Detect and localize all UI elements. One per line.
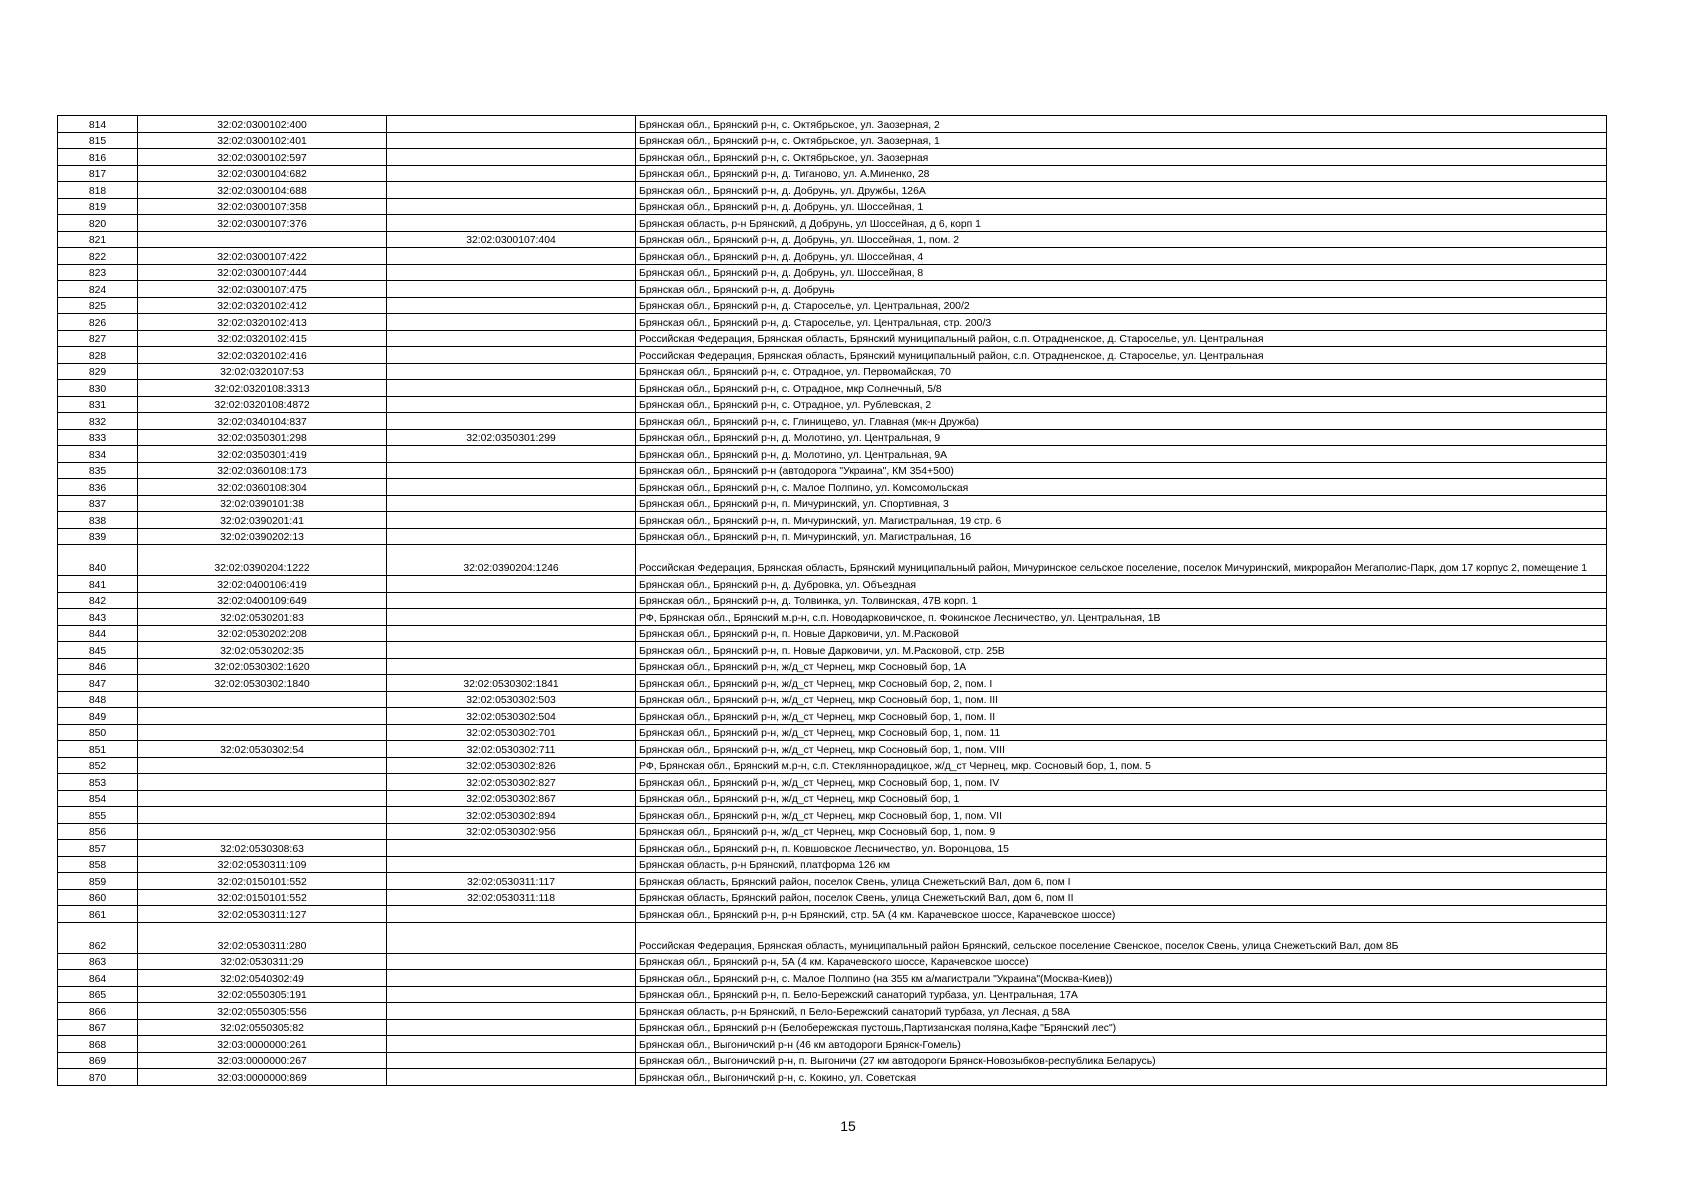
row-number-cell: 823 (58, 264, 138, 281)
table-row (58, 1069, 1607, 1086)
address-cell: Брянская обл., Брянский р-н, с. Отрадное, мкр Солнечный, 5/8 (636, 380, 1607, 397)
object-number-cell: 32:02:0530302:867 (387, 790, 636, 807)
object-number-cell (387, 198, 636, 215)
address-cell: Брянская обл., Брянский р-н, п. Мичуринский, ул. Спортивная, 3 (636, 495, 1607, 512)
object-number-cell (387, 1052, 636, 1069)
table-row (58, 741, 1607, 758)
table-row (58, 215, 1607, 232)
address-cell: Брянская обл., Брянский р-н, с. Глинищево, ул. Главная (мк-н Дружба) (636, 413, 1607, 430)
object-number-cell (387, 528, 636, 545)
cadastral-number-cell: 32:02:0390201:41 (138, 512, 387, 529)
table-row (58, 231, 1607, 248)
cadastral-number-cell: 32:02:0150101:552 (138, 873, 387, 890)
object-number-cell (387, 413, 636, 430)
cadastral-number-cell: 32:02:0320108:4872 (138, 396, 387, 413)
table-row (58, 970, 1607, 987)
row-number-cell: 829 (58, 363, 138, 380)
table-row (58, 512, 1607, 529)
table-row (58, 545, 1607, 576)
row-number-cell: 818 (58, 182, 138, 199)
cadastral-number-cell: 32:02:0400109:649 (138, 592, 387, 609)
cadastral-number-cell: 32:02:0360108:173 (138, 462, 387, 479)
table-row (58, 807, 1607, 824)
address-cell: Брянская обл., Брянский р-н, п. Ковшовское Лесничество, ул. Воронцова, 15 (636, 840, 1607, 857)
address-cell: Брянская обл., Брянский р-н, п. Бело-Бережский санаторий турбаза, ул. Центральная, 17А (636, 986, 1607, 1003)
table-row (58, 347, 1607, 364)
object-number-cell (387, 625, 636, 642)
table-row (58, 889, 1607, 906)
table-row (58, 297, 1607, 314)
object-number-cell (387, 330, 636, 347)
object-number-cell (387, 986, 636, 1003)
object-number-cell (387, 856, 636, 873)
row-number-cell: 843 (58, 609, 138, 626)
row-number-cell: 815 (58, 132, 138, 149)
object-number-cell: 32:02:0530302:894 (387, 807, 636, 824)
table-row (58, 592, 1607, 609)
address-cell: Брянская обл., Брянский р-н, ж/д_ст Чернец, мкр Сосновый бор, 1, пом. III (636, 691, 1607, 708)
object-number-cell (387, 363, 636, 380)
cadastral-number-cell: 32:02:0530311:29 (138, 953, 387, 970)
table-row (58, 429, 1607, 446)
object-number-cell (387, 495, 636, 512)
row-number-cell: 838 (58, 512, 138, 529)
table-row (58, 774, 1607, 791)
address-cell: Брянская обл., Брянский р-н, д. Добрунь, ул. Шоссейная, 1, пом. 2 (636, 231, 1607, 248)
table-row (58, 922, 1607, 953)
table-row (58, 165, 1607, 182)
row-number-cell: 824 (58, 281, 138, 298)
row-number-cell: 822 (58, 248, 138, 265)
address-cell: Брянская обл., Брянский р-н, д. Староселье, ул. Центральная, стр. 200/3 (636, 314, 1607, 331)
cadastral-number-cell: 32:02:0300107:358 (138, 198, 387, 215)
address-cell: Брянская обл., Брянский р-н, п. Новые Дарковичи, ул. М.Расковой (636, 625, 1607, 642)
address-cell: Брянская обл., Выгоничский р-н, с. Кокино, ул. Советская (636, 1069, 1607, 1086)
address-cell: Брянская обл., Брянский р-н, д. Молотино, ул. Центральная, 9 (636, 429, 1607, 446)
table-row (58, 708, 1607, 725)
cadastral-number-cell: 32:02:0530302:1840 (138, 675, 387, 692)
address-cell: Брянская обл., Брянский р-н, д. Добрунь, ул. Шоссейная, 4 (636, 248, 1607, 265)
object-number-cell (387, 248, 636, 265)
table-row (58, 380, 1607, 397)
row-number-cell: 844 (58, 625, 138, 642)
object-number-cell (387, 1069, 636, 1086)
row-number-cell: 831 (58, 396, 138, 413)
address-cell: Брянская обл., Брянский р-н, д. Добрунь, ул. Шоссейная, 8 (636, 264, 1607, 281)
address-cell: Брянская обл., Брянский р-н, д. Молотино, ул. Центральная, 9А (636, 446, 1607, 463)
table-row (58, 675, 1607, 692)
cadastral-number-cell: 32:02:0530202:208 (138, 625, 387, 642)
row-number-cell: 863 (58, 953, 138, 970)
object-number-cell: 32:02:0530302:504 (387, 708, 636, 725)
cadastral-number-cell: 32:02:0550305:82 (138, 1019, 387, 1036)
table-row (58, 724, 1607, 741)
table-row (58, 840, 1607, 857)
address-cell: Брянская обл., Брянский р-н, п. Мичуринский, ул. Магистральная, 19 стр. 6 (636, 512, 1607, 529)
cadastral-number-cell: 32:02:0300107:444 (138, 264, 387, 281)
address-cell: Брянская обл., Брянский р-н, ж/д_ст Чернец, мкр Сосновый бор, 1, пом. VIII (636, 741, 1607, 758)
table-row (58, 609, 1607, 626)
object-number-cell (387, 347, 636, 364)
cadastral-number-cell: 32:02:0390101:38 (138, 495, 387, 512)
cadastral-number-cell: 32:03:0000000:261 (138, 1036, 387, 1053)
address-cell: Брянская область, р-н Брянский, д Добрунь, ул Шоссейная, д 6, корп 1 (636, 215, 1607, 232)
row-number-cell: 832 (58, 413, 138, 430)
cadastral-number-cell: 32:02:0530311:280 (138, 922, 387, 953)
object-number-cell (387, 380, 636, 397)
table-row (58, 953, 1607, 970)
cadastral-number-cell: 32:02:0340104:837 (138, 413, 387, 430)
table-row (58, 658, 1607, 675)
row-number-cell: 854 (58, 790, 138, 807)
table-row (58, 528, 1607, 545)
table-row (58, 462, 1607, 479)
cadastral-number-cell: 32:02:0350301:419 (138, 446, 387, 463)
object-number-cell (387, 446, 636, 463)
object-number-cell (387, 609, 636, 626)
table-row (58, 1003, 1607, 1020)
address-cell: Брянская обл., Брянский р-н, п. Новые Дарковичи, ул. М.Расковой, стр. 25В (636, 642, 1607, 659)
table-row (58, 446, 1607, 463)
table-row (58, 625, 1607, 642)
row-number-cell: 849 (58, 708, 138, 725)
object-number-cell (387, 576, 636, 593)
object-number-cell (387, 642, 636, 659)
row-number-cell: 816 (58, 149, 138, 166)
table-row (58, 1019, 1607, 1036)
address-cell: РФ, Брянская обл., Брянский м.р-н, с.п. Новодарковичское, п. Фокинское Лесничество, ул. Центральная, 1В (636, 609, 1607, 626)
object-number-cell: 32:02:0530302:1841 (387, 675, 636, 692)
cadastral-number-cell: 32:02:0300104:682 (138, 165, 387, 182)
table-row (58, 576, 1607, 593)
row-number-cell: 845 (58, 642, 138, 659)
row-number-cell: 848 (58, 691, 138, 708)
address-cell: Брянская обл., Выгоничский р-н, п. Выгоничи (27 км автодороги Брянск-Новозыбков-республика Беларусь) (636, 1052, 1607, 1069)
object-number-cell (387, 592, 636, 609)
object-number-cell: 32:02:0530302:503 (387, 691, 636, 708)
address-cell: Брянская обл., Брянский р-н, с. Октябрьское, ул. Заозерная (636, 149, 1607, 166)
object-number-cell (387, 1036, 636, 1053)
cadastral-number-cell (138, 231, 387, 248)
row-number-cell: 868 (58, 1036, 138, 1053)
row-number-cell: 814 (58, 116, 138, 133)
cadastral-number-cell: 32:02:0320102:415 (138, 330, 387, 347)
cadastral-number-cell: 32:02:0530311:127 (138, 906, 387, 923)
object-number-cell (387, 906, 636, 923)
row-number-cell: 846 (58, 658, 138, 675)
cadastral-number-cell (138, 724, 387, 741)
object-number-cell (387, 314, 636, 331)
address-cell: Брянская обл., Брянский р-н, с. Октябрьское, ул. Заозерная, 2 (636, 116, 1607, 133)
cadastral-number-cell: 32:02:0400106:419 (138, 576, 387, 593)
table-row (58, 642, 1607, 659)
row-number-cell: 830 (58, 380, 138, 397)
address-cell: Брянская обл., Брянский р-н (Белобережская пустошь,Партизанская поляна,Кафе "Брянский лес") (636, 1019, 1607, 1036)
row-number-cell: 826 (58, 314, 138, 331)
row-number-cell: 852 (58, 757, 138, 774)
object-number-cell: 32:02:0530302:827 (387, 774, 636, 791)
row-number-cell: 834 (58, 446, 138, 463)
object-number-cell: 32:02:0530311:118 (387, 889, 636, 906)
row-number-cell: 821 (58, 231, 138, 248)
object-number-cell (387, 149, 636, 166)
address-cell: Брянская обл., Брянский р-н, ж/д_ст Чернец, мкр Сосновый бор, 1, пом. II (636, 708, 1607, 725)
object-number-cell: 32:02:0390204:1246 (387, 545, 636, 576)
object-number-cell: 32:02:0530311:117 (387, 873, 636, 890)
row-number-cell: 837 (58, 495, 138, 512)
row-number-cell: 825 (58, 297, 138, 314)
page-number: 15 (840, 1118, 856, 1134)
table-row (58, 363, 1607, 380)
address-cell: Брянская обл., Брянский р-н, ж/д_ст Чернец, мкр Сосновый бор, 1А (636, 658, 1607, 675)
address-cell: Брянская область, р-н Брянский, п Бело-Бережский санаторий турбаза, ул Лесная, д 58А (636, 1003, 1607, 1020)
table-row (58, 198, 1607, 215)
table-row (58, 986, 1607, 1003)
table-row (58, 413, 1607, 430)
cadastral-number-cell (138, 823, 387, 840)
table-row (58, 790, 1607, 807)
property-registry-table (57, 115, 1607, 1086)
row-number-cell: 850 (58, 724, 138, 741)
cadastral-number-cell (138, 757, 387, 774)
address-cell: Брянская обл., Брянский р-н, ж/д_ст Чернец, мкр Сосновый бор, 1, пом. IV (636, 774, 1607, 791)
object-number-cell (387, 116, 636, 133)
table-row (58, 248, 1607, 265)
row-number-cell: 853 (58, 774, 138, 791)
cadastral-number-cell: 32:02:0300104:688 (138, 182, 387, 199)
cadastral-number-cell: 32:02:0530311:109 (138, 856, 387, 873)
row-number-cell: 858 (58, 856, 138, 873)
object-number-cell (387, 396, 636, 413)
object-number-cell (387, 297, 636, 314)
address-cell: Брянская обл., Брянский р-н, д. Добрунь, ул. Шоссейная, 1 (636, 198, 1607, 215)
table-row (58, 149, 1607, 166)
table-row (58, 330, 1607, 347)
address-cell: Брянская обл., Брянский р-н, ж/д_ст Чернец, мкр Сосновый бор, 2, пом. I (636, 675, 1607, 692)
address-cell: Брянская область, Брянский район, поселок Свень, улица Снежетьский Вал, дом 6, пом I (636, 873, 1607, 890)
row-number-cell: 865 (58, 986, 138, 1003)
cadastral-number-cell: 32:02:0300107:475 (138, 281, 387, 298)
address-cell: Брянская обл., Брянский р-н, ж/д_ст Чернец, мкр Сосновый бор, 1, пом. 11 (636, 724, 1607, 741)
cadastral-number-cell: 32:02:0150101:552 (138, 889, 387, 906)
table-row (58, 823, 1607, 840)
address-cell: РФ, Брянская обл., Брянский м.р-н, с.п. Стекляннорадицкое, ж/д_ст Чернец, мкр. Сосновый бор, 1, пом. 5 (636, 757, 1607, 774)
cadastral-number-cell: 32:02:0300102:400 (138, 116, 387, 133)
cadastral-number-cell: 32:03:0000000:267 (138, 1052, 387, 1069)
cadastral-number-cell: 32:02:0530302:54 (138, 741, 387, 758)
row-number-cell: 857 (58, 840, 138, 857)
cadastral-number-cell: 32:02:0320102:412 (138, 297, 387, 314)
address-cell: Брянская обл., Брянский р-н, с. Отрадное, ул. Рублевская, 2 (636, 396, 1607, 413)
object-number-cell (387, 264, 636, 281)
row-number-cell: 864 (58, 970, 138, 987)
cadastral-number-cell: 32:02:0540302:49 (138, 970, 387, 987)
object-number-cell (387, 1003, 636, 1020)
cadastral-number-cell: 32:02:0300107:422 (138, 248, 387, 265)
address-cell: Брянская обл., Брянский р-н, п. Мичуринский, ул. Магистральная, 16 (636, 528, 1607, 545)
object-number-cell (387, 922, 636, 953)
address-cell: Брянская обл., Брянский р-н, д. Староселье, ул. Центральная, 200/2 (636, 297, 1607, 314)
address-cell: Брянская область, р-н Брянский, платформа 126 км (636, 856, 1607, 873)
address-cell: Российская Федерация, Брянская область, Брянский муниципальный район, с.п. Отрадненское, д. Староселье, ул. Центральная (636, 347, 1607, 364)
row-number-cell: 841 (58, 576, 138, 593)
address-cell: Брянская обл., Брянский р-н, с. Малое Полпино, ул. Комсомольская (636, 479, 1607, 496)
cadastral-number-cell (138, 790, 387, 807)
cadastral-number-cell: 32:03:0000000:869 (138, 1069, 387, 1086)
table-row (58, 1036, 1607, 1053)
row-number-cell: 861 (58, 906, 138, 923)
cadastral-number-cell (138, 691, 387, 708)
table-row (58, 856, 1607, 873)
object-number-cell (387, 165, 636, 182)
address-cell: Брянская обл., Брянский р-н, с. Отрадное, ул. Первомайская, 70 (636, 363, 1607, 380)
cadastral-number-cell: 32:02:0530302:1620 (138, 658, 387, 675)
cadastral-number-cell: 32:02:0320108:3313 (138, 380, 387, 397)
row-number-cell: 839 (58, 528, 138, 545)
object-number-cell: 32:02:0350301:299 (387, 429, 636, 446)
object-number-cell (387, 840, 636, 857)
object-number-cell (387, 281, 636, 298)
object-number-cell (387, 953, 636, 970)
row-number-cell: 855 (58, 807, 138, 824)
registry-table-body (58, 116, 1607, 1086)
address-cell: Брянская обл., Брянский р-н, 5А (4 км. Карачевского шоссе, Карачевское шоссе) (636, 953, 1607, 970)
table-row (58, 691, 1607, 708)
table-row (58, 264, 1607, 281)
table-row (58, 281, 1607, 298)
address-cell: Брянская обл., Выгоничский р-н (46 км автодороги Брянск-Гомель) (636, 1036, 1607, 1053)
object-number-cell: 32:02:0530302:701 (387, 724, 636, 741)
cadastral-number-cell: 32:02:0390202:13 (138, 528, 387, 545)
cadastral-number-cell (138, 807, 387, 824)
row-number-cell: 860 (58, 889, 138, 906)
row-number-cell: 866 (58, 1003, 138, 1020)
cadastral-number-cell: 32:02:0320102:413 (138, 314, 387, 331)
object-number-cell (387, 970, 636, 987)
row-number-cell: 833 (58, 429, 138, 446)
cadastral-number-cell: 32:02:0300107:376 (138, 215, 387, 232)
cadastral-number-cell (138, 774, 387, 791)
address-cell: Брянская обл., Брянский р-н, д. Тиганово, ул. А.Миненко, 28 (636, 165, 1607, 182)
cadastral-number-cell: 32:02:0530201:83 (138, 609, 387, 626)
object-number-cell (387, 1019, 636, 1036)
row-number-cell: 856 (58, 823, 138, 840)
object-number-cell (387, 462, 636, 479)
row-number-cell: 867 (58, 1019, 138, 1036)
object-number-cell (387, 182, 636, 199)
table-row (58, 116, 1607, 133)
cadastral-number-cell: 32:02:0350301:298 (138, 429, 387, 446)
row-number-cell: 870 (58, 1069, 138, 1086)
object-number-cell (387, 658, 636, 675)
row-number-cell: 842 (58, 592, 138, 609)
cadastral-number-cell: 32:02:0300102:597 (138, 149, 387, 166)
row-number-cell: 869 (58, 1052, 138, 1069)
address-cell: Российская Федерация, Брянская область, Брянский муниципальный район, Мичуринское сельское поселение, поселок Мичуринский, микрорайон Мегаполис-Парк, дом 17 корпус 2, помещение 1 (636, 545, 1607, 576)
object-number-cell: 32:02:0300107:404 (387, 231, 636, 248)
row-number-cell: 817 (58, 165, 138, 182)
address-cell: Брянская обл., Брянский р-н, ж/д_ст Чернец, мкр Сосновый бор, 1 (636, 790, 1607, 807)
address-cell: Российская Федерация, Брянская область, муниципальный район Брянский, сельское поселение Свенское, поселок Свень, улица Снежетьский Вал, дом 8Б (636, 922, 1607, 953)
row-number-cell: 859 (58, 873, 138, 890)
object-number-cell: 32:02:0530302:826 (387, 757, 636, 774)
cadastral-number-cell: 32:02:0530308:63 (138, 840, 387, 857)
row-number-cell: 851 (58, 741, 138, 758)
cadastral-number-cell: 32:02:0320107:53 (138, 363, 387, 380)
cadastral-number-cell (138, 708, 387, 725)
object-number-cell (387, 512, 636, 529)
row-number-cell: 828 (58, 347, 138, 364)
row-number-cell: 840 (58, 545, 138, 576)
row-number-cell: 862 (58, 922, 138, 953)
table-row (58, 182, 1607, 199)
row-number-cell: 835 (58, 462, 138, 479)
address-cell: Российская Федерация, Брянская область, Брянский муниципальный район, с.п. Отрадненское, д. Староселье, ул. Центральная (636, 330, 1607, 347)
object-number-cell (387, 132, 636, 149)
address-cell: Брянская обл., Брянский р-н, д. Дубровка, ул. Объездная (636, 576, 1607, 593)
address-cell: Брянская обл., Брянский р-н, с. Малое Полпино (на 355 км а/магистрали "Украина"(Москва-Киев)) (636, 970, 1607, 987)
row-number-cell: 836 (58, 479, 138, 496)
address-cell: Брянская обл., Брянский р-н, ж/д_ст Чернец, мкр Сосновый бор, 1, пом. 9 (636, 823, 1607, 840)
row-number-cell: 847 (58, 675, 138, 692)
address-cell: Брянская обл., Брянский р-н, с. Октябрьское, ул. Заозерная, 1 (636, 132, 1607, 149)
address-cell: Брянская обл., Брянский р-н, ж/д_ст Чернец, мкр Сосновый бор, 1, пом. VII (636, 807, 1607, 824)
object-number-cell: 32:02:0530302:711 (387, 741, 636, 758)
row-number-cell: 827 (58, 330, 138, 347)
address-cell: Брянская область, Брянский район, поселок Свень, улица Снежетьский Вал, дом 6, пом II (636, 889, 1607, 906)
table-row (58, 495, 1607, 512)
cadastral-number-cell: 32:02:0550305:556 (138, 1003, 387, 1020)
table-row (58, 132, 1607, 149)
table-row (58, 906, 1607, 923)
address-cell: Брянская обл., Брянский р-н, д. Добрунь, ул. Дружбы, 126А (636, 182, 1607, 199)
cadastral-number-cell: 32:02:0390204:1222 (138, 545, 387, 576)
table-row (58, 757, 1607, 774)
address-cell: Брянская обл., Брянский р-н, д. Добрунь (636, 281, 1607, 298)
cadastral-number-cell: 32:02:0530202:35 (138, 642, 387, 659)
table-row (58, 396, 1607, 413)
cadastral-number-cell: 32:02:0550305:191 (138, 986, 387, 1003)
row-number-cell: 819 (58, 198, 138, 215)
cadastral-number-cell: 32:02:0320102:416 (138, 347, 387, 364)
table-row (58, 314, 1607, 331)
object-number-cell (387, 215, 636, 232)
cadastral-number-cell: 32:02:0360108:304 (138, 479, 387, 496)
address-cell: Брянская обл., Брянский р-н, р-н Брянский, стр. 5А (4 км. Карачевское шоссе, Карачевское шоссе) (636, 906, 1607, 923)
object-number-cell: 32:02:0530302:956 (387, 823, 636, 840)
cadastral-number-cell: 32:02:0300102:401 (138, 132, 387, 149)
table-row (58, 479, 1607, 496)
row-number-cell: 820 (58, 215, 138, 232)
table-row (58, 1052, 1607, 1069)
address-cell: Брянская обл., Брянский р-н, д. Толвинка, ул. Толвинская, 47В корп. 1 (636, 592, 1607, 609)
object-number-cell (387, 479, 636, 496)
table-row (58, 873, 1607, 890)
address-cell: Брянская обл., Брянский р-н (автодорога "Украина", КМ 354+500) (636, 462, 1607, 479)
